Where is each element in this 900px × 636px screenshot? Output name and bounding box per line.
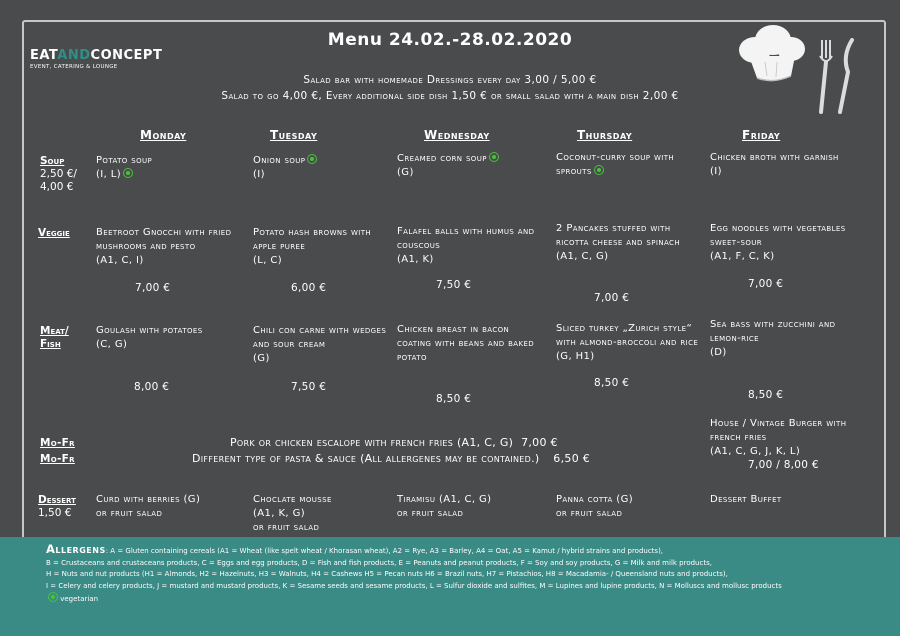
price-veggie-monday: 7,00 €	[135, 282, 171, 294]
vegetarian-icon	[123, 168, 133, 178]
dessert-line1: Panna cotta (G)	[556, 494, 634, 505]
category-dessert	[38, 494, 76, 520]
mofr-price: 7,00 €	[521, 436, 558, 449]
allergens-line-3: H = Nuts and nut products (H1 = Almonds, H2 = Hazelnuts, H3 = Walnuts, H4 = Cashews H5 = Pecan nuts H6 = Brazil nuts, H7 = Pistachios, H8 = Macadamia- / Queensland nuts and products),	[46, 570, 728, 578]
dessert-line2: or fruit salad	[397, 508, 464, 519]
allergen-codes: (A1, C, G)	[556, 251, 609, 262]
category-soup-price: 2,50 €/ 4,00 €	[40, 168, 77, 193]
price-veggie-tuesday: 6,00 €	[291, 282, 327, 294]
price-meat-monday: 8,00 €	[134, 381, 170, 393]
meat-friday	[710, 318, 870, 360]
mofr-text: Different type of pasta & sauce (All allergenes may be contained.)	[192, 452, 540, 465]
allergen-codes: (A1, K)	[397, 254, 434, 265]
vegetarian-icon	[307, 154, 317, 164]
mofr-label-1: Mo-Fr	[40, 437, 75, 449]
allergen-codes: (G)	[253, 353, 270, 364]
page-title: Menu 24.02.-28.02.2020	[327, 30, 573, 50]
dish-name: Creamed corn soup	[397, 153, 487, 164]
dish-name: Falafel balls with humus and couscous	[397, 226, 535, 251]
price-meat-thursday: 8,50 €	[594, 377, 630, 389]
meat-thursday	[556, 322, 708, 364]
allergen-codes: (G)	[397, 167, 414, 178]
allergen-codes: (D)	[710, 347, 727, 358]
vegetarian-legend: vegetarian	[60, 595, 99, 603]
salad-bar-line: Salad bar with homemade Dressings every day 3,00 / 5,00 €	[303, 74, 597, 86]
dish-name: House / Vintage Burger with french fries	[710, 418, 847, 443]
dish-name: Chicken broth with garnish	[710, 152, 839, 163]
veggie-monday	[96, 226, 251, 268]
allergen-codes: (I, L)	[96, 169, 122, 180]
day-header-tuesday: Tuesday	[270, 128, 318, 142]
vegetarian-icon	[489, 152, 499, 162]
logo	[30, 48, 162, 70]
dish-name: Egg noodles with vegetables sweet-sour	[710, 223, 846, 248]
price-friday-burger: 7,00 / 8,00 €	[748, 459, 819, 471]
dish-name: Chicken breast in bacon coating with beans and baked potato	[397, 324, 535, 363]
mofr-price: 6,50 €	[553, 452, 591, 465]
mofr-text: Pork or chicken escalope with french fries (A1, C, G)	[230, 436, 514, 449]
category-veggie	[38, 227, 70, 240]
allergen-codes: (L, C)	[253, 255, 283, 266]
day-header-thursday: Thursday	[577, 128, 633, 142]
dessert-wednesday	[397, 493, 547, 521]
meat-wednesday	[397, 323, 537, 365]
allergen-codes: (A1, C, G, J, K, L)	[710, 446, 801, 457]
soup-wednesday	[397, 152, 552, 180]
dessert-friday	[710, 493, 855, 507]
logo-text-concept: CONCEPT	[90, 48, 163, 63]
price-meat-wednesday: 8,50 €	[436, 393, 472, 405]
veggie-thursday	[556, 222, 701, 264]
allergen-codes: (I)	[253, 169, 265, 180]
category-soup-name: Soup	[40, 155, 65, 167]
vegetarian-icon	[594, 165, 604, 175]
category-meat-name: Meat/ Fish	[40, 325, 69, 350]
allergen-codes: (C, G)	[96, 339, 128, 350]
allergens-line-4: I = Celery and celery products, J = mustard and mustard products, K = Sesame seeds and sesame products, L = Sulfur dioxide and sulfites, M = Lupines and lupine products, N = Molluscs and mollusc products	[46, 581, 782, 590]
day-header-monday: Monday	[140, 128, 187, 142]
dish-name: Coconut-curry soup with sprouts	[556, 152, 675, 177]
dish-name: 2 Pancakes stuffed with ricotta cheese and spinach	[556, 223, 680, 248]
allergen-codes: (A1, C, I)	[96, 255, 144, 266]
dessert-line1: Curd with berries (G)	[96, 494, 201, 505]
dessert-line2: or fruit salad	[96, 508, 163, 519]
soup-monday	[96, 154, 246, 182]
salad-to-go-line: Salad to go 4,00 €, Every additional side dish 1,50 € or small salad with a main dish 2,00 €	[221, 90, 679, 102]
vegetarian-icon	[48, 592, 58, 602]
logo-tagline: EVENT, CATERING & LOUNGE	[30, 64, 118, 70]
dish-name: Sea bass with zucchini and lemon-rice	[710, 319, 836, 344]
veggie-wednesday	[397, 225, 542, 267]
dessert-monday	[96, 493, 251, 521]
dessert-line2: or fruit salad	[556, 508, 623, 519]
category-dessert-price: 1,50 €	[38, 507, 72, 519]
dessert-line1: Dessert Buffet	[710, 494, 782, 505]
category-soup	[40, 155, 96, 194]
dessert-thursday	[556, 493, 701, 521]
price-veggie-thursday: 7,00 €	[594, 292, 630, 304]
dish-name: Chili con carne with wedges and sour cream	[253, 325, 387, 350]
allergen-codes: (I)	[710, 166, 722, 177]
mofr-escalope	[230, 436, 558, 449]
meat-monday	[96, 324, 246, 352]
dessert-tuesday: Choclate mousse (A1, K, G) or fruit salad	[253, 494, 332, 533]
allergen-codes: (G, H1)	[556, 351, 595, 362]
allergen-codes: (A1, F, C, K)	[710, 251, 775, 262]
dessert-line1: Tiramisu (A1, C, G)	[397, 494, 492, 505]
category-meat-fish	[40, 325, 88, 351]
soup-friday	[710, 151, 850, 179]
allergens-banner	[0, 537, 900, 636]
category-veggie-name: Veggie	[38, 227, 70, 239]
price-meat-friday: 8,50 €	[748, 389, 784, 401]
allergens-heading: Allergens	[46, 542, 106, 556]
mofr-pasta	[192, 452, 590, 465]
dish-name: Goulash with potatoes	[96, 325, 203, 336]
price-meat-tuesday: 7,50 €	[291, 381, 327, 393]
day-header-wednesday: Wednesday	[424, 128, 490, 142]
logo-text-eat: EAT	[30, 48, 58, 63]
soup-thursday	[556, 151, 701, 179]
dish-name: Onion soup	[253, 155, 306, 166]
dish-name: Sliced turkey „Zurich style“ with almond-broccoli and rice	[556, 323, 699, 348]
meat-tuesday	[253, 324, 393, 366]
category-dessert-name: Dessert	[38, 494, 76, 506]
allergens-text	[46, 544, 782, 606]
veggie-friday	[710, 222, 870, 264]
dish-name: Potato hash browns with apple puree	[253, 227, 372, 252]
friday-burger	[710, 417, 875, 459]
day-header-friday: Friday	[742, 128, 781, 142]
soup-tuesday	[253, 154, 393, 182]
allergens-line-2: B = Crustaceans and crustaceans products, C = Eggs and egg products, D = Fish and fish products, E = Peanuts and peanut products, F = Soy and soy products, G = Milk and milk products,	[46, 558, 712, 567]
price-veggie-wednesday: 7,50 €	[436, 279, 472, 291]
price-veggie-friday: 7,00 €	[748, 278, 784, 290]
dish-name: Beetroot Gnocchi with fried mushrooms and pesto	[96, 227, 232, 252]
dish-name: Potato soup	[96, 155, 153, 166]
veggie-tuesday	[253, 226, 395, 268]
mofr-label-2: Mo-Fr	[40, 453, 75, 465]
allergens-line-1: : A = Gluten containing cereals (A1 = Wheat (like spelt wheat / Khorasan wheat), A2 = Rye, A3 = Barley, A4 = Oat, A5 = Kamut / hybrid strains and products),	[105, 547, 664, 555]
logo-text-and: AND	[57, 48, 91, 63]
